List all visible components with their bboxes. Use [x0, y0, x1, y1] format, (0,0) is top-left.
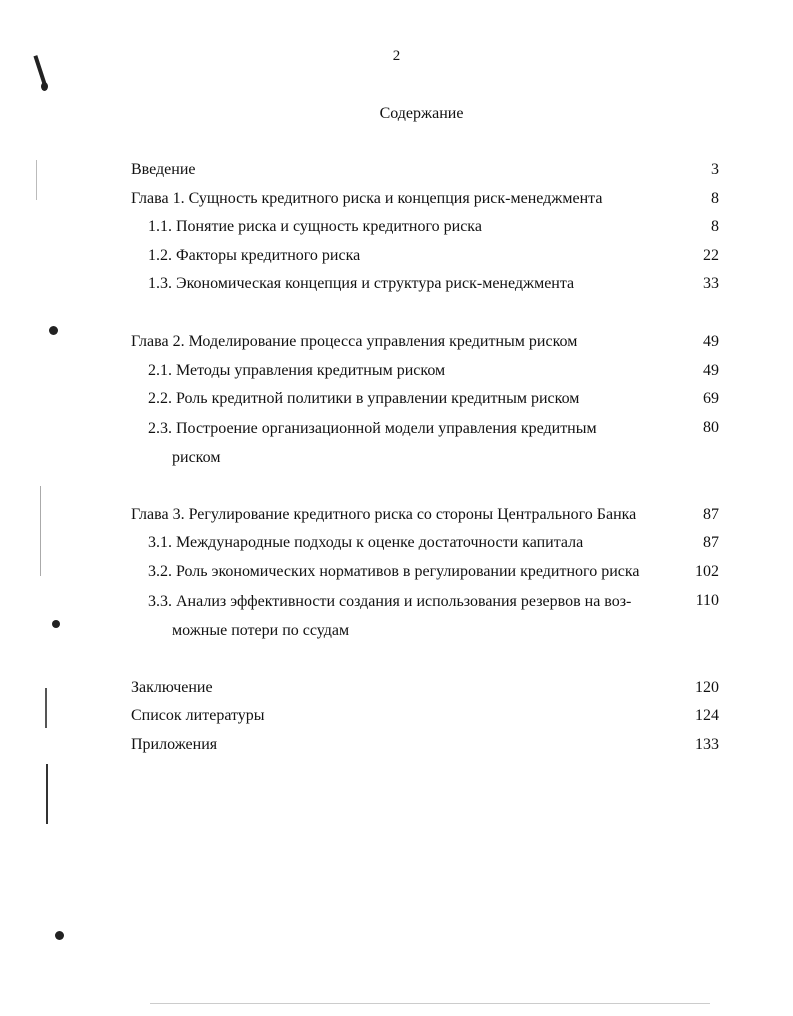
- toc-entry-chapter-1: [131, 185, 719, 214]
- toc-entry-label: 3.3. Анализ эффективности создания и использования резервов на воз- можные потери по ссудам: [148, 592, 632, 639]
- table-of-contents: [131, 156, 719, 759]
- toc-entry-label: 1.2. Факторы кредитного риска: [148, 246, 361, 264]
- scan-line: [45, 688, 47, 728]
- toc-entry-page: 69: [703, 390, 719, 408]
- toc-entry-page: 8: [711, 189, 719, 207]
- toc-entry-conclusion: [131, 674, 719, 703]
- scan-line: [40, 486, 41, 576]
- toc-entry-2-2: [131, 385, 719, 414]
- toc-entry-page: 33: [703, 275, 719, 293]
- toc-entry-page: 22: [703, 246, 719, 264]
- toc-entry-label: 1.1. Понятие риска и сущность кредитного риска: [148, 218, 482, 236]
- toc-entry-label: Заключение: [131, 678, 213, 696]
- toc-entry-chapter-2: [131, 328, 719, 357]
- toc-entry-page: 8: [711, 218, 719, 236]
- toc-entry-2-3: [131, 414, 719, 472]
- toc-entry-page: 3: [711, 161, 719, 178]
- toc-entry-1-2: [131, 242, 719, 271]
- toc-entry-label: Глава 3. Регулирование кредитного риска со стороны Центрального Банка: [131, 505, 637, 523]
- toc-entry-page: 133: [695, 735, 719, 753]
- toc-entry-page: 80: [703, 418, 719, 436]
- toc-entry-page: 102: [695, 562, 719, 580]
- toc-entry-page: 120: [695, 678, 719, 696]
- toc-entry-page: 87: [703, 505, 719, 523]
- toc-entry-label: 2.3. Построение организационной модели управления кредитным риском: [148, 419, 597, 466]
- toc-entry-label: 3.1. Международные подходы к оценке достаточности капитала: [148, 534, 584, 552]
- toc-entry-label: Список литературы: [131, 707, 265, 725]
- toc-entry-label: Введение: [131, 161, 196, 178]
- toc-entry-1-3: [131, 270, 719, 299]
- toc-entry-label: 1.3. Экономическая концепция и структура риск-менеджмента: [148, 275, 575, 293]
- toc-entry-1-1: [131, 213, 719, 242]
- toc-entry-label: Глава 1. Сущность кредитного риска и концепция риск-менеджмента: [131, 189, 603, 207]
- toc-entry-label: 2.1. Методы управления кредитным риском: [148, 361, 446, 379]
- toc-entry-page: 87: [703, 534, 719, 552]
- scan-dot: [49, 326, 58, 335]
- toc-entry-label: 2.2. Роль кредитной политики в управлении кредитным риском: [148, 390, 580, 408]
- toc-entry-bibliography: [131, 702, 719, 731]
- scan-line: [150, 1003, 710, 1004]
- toc-title: Содержание: [379, 105, 464, 122]
- toc-entry-page: 110: [695, 591, 719, 609]
- toc-entry-label: 3.2. Роль экономических нормативов в регулировании кредитного риска: [148, 562, 640, 580]
- toc-entry-3-2: [131, 558, 719, 587]
- page-number: 2: [392, 48, 401, 64]
- toc-entry-3-3: [131, 587, 719, 645]
- scan-line: [46, 764, 48, 824]
- toc-entry-page: 49: [703, 361, 719, 379]
- toc-entry-page: 124: [695, 707, 719, 725]
- toc-entry-chapter-3: [131, 501, 719, 530]
- toc-entry-2-1: [131, 357, 719, 386]
- toc-entry-page: 49: [703, 332, 719, 350]
- scan-dot: [41, 82, 48, 91]
- scan-dot: [52, 620, 60, 628]
- toc-entry-appendices: [131, 731, 719, 760]
- toc-entry-label: Приложения: [131, 735, 218, 753]
- toc-entry-3-1: [131, 529, 719, 558]
- scan-line: [36, 160, 37, 200]
- toc-entry-label: Глава 2. Моделирование процесса управления кредитным риском: [131, 332, 578, 350]
- scan-dot: [55, 931, 64, 940]
- toc-entry-introduction: [131, 156, 719, 185]
